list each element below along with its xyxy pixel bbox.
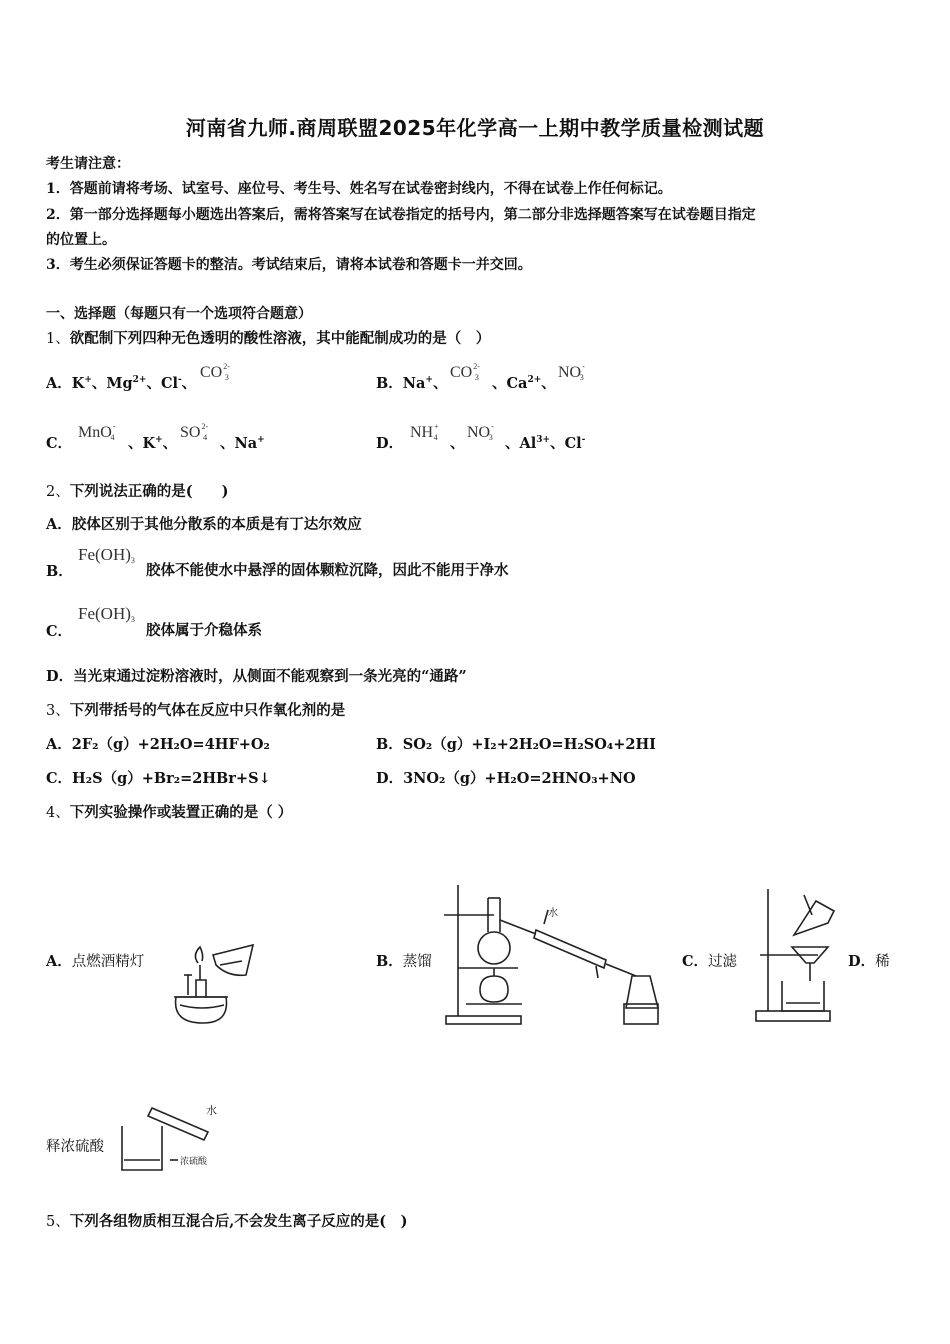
separator: 、 [492,375,507,392]
water-label: 水 [206,1104,217,1117]
option-label: D． [848,953,876,970]
section-heading: 一、选择题（每题只有一个选项符合题意） [46,306,312,322]
question-number: 3、 [46,703,70,719]
ion-nitrate: NO-3 [558,362,585,382]
charge: + [155,435,163,445]
option-text: 蒸馏 [402,954,432,970]
q3-option-c[interactable]: C．H₂S（g）+Br₂=2HBr+S↓ [46,770,271,787]
ion-nitrate: NO-3 [467,422,494,442]
q3-option-a[interactable]: A．2F₂（g）+2H₂O=4HF+O₂ [46,736,270,753]
separator: 、 [432,375,448,392]
option-text: 点燃酒精灯 [71,954,145,970]
option-label: C． [46,435,73,452]
ion-sulfate: $SO^{2-}4$ [180,422,209,442]
charge: - [178,375,182,385]
q1-option-d[interactable] [376,432,403,453]
page-title: 河南省九师.商周联盟2025年化学高一上期中教学质量检测试题 [185,116,765,140]
option-label: A． [46,375,72,392]
q4-option-b[interactable] [376,950,432,971]
separator: 、 [91,375,107,392]
separator: 、 [550,435,565,452]
ion-k: K [71,375,85,392]
charge: 2+ [527,375,542,385]
q2-option-c-label[interactable]: C． [46,623,73,640]
ion-na: Na [234,435,258,452]
ion-ammonium: NH+4 [410,422,439,442]
charge: 3+ [536,435,551,445]
question-number: 1、 [46,331,70,347]
ion-cl: Cl [564,435,582,452]
figure-alcohol-lamp [158,935,258,1030]
option-label: C． [682,953,709,970]
charge: + [257,435,265,445]
q1-option-c-cont [128,432,177,453]
separator: 、 [146,375,161,392]
q2-option-c-text: 胶体属于介稳体系 [146,622,262,639]
formula-iron-hydroxide: Fe(OH)3 [78,604,135,624]
question-5 [46,1210,408,1231]
formula-iron-hydroxide: Fe(OH)3 [78,545,135,565]
notice-item-1: 1．答题前请将考场、试室号、座位号、考生号、姓名写在试卷密封线内，不得在试卷上作任何标记。 [46,181,672,197]
question-stem: 下列各组物质相互混合后,不会发生离子反应的是( ) [69,1213,408,1230]
water-label: 水 [548,908,558,919]
separator: 、 [162,435,178,452]
separator: 、 [128,435,143,452]
figure-dilution [118,1100,228,1175]
q3-option-b[interactable]: B．SO₂（g）+I₂+2H₂O=H₂SO₄+2HI [376,736,656,753]
question-stem: 下列说法正确的是( ) [69,483,229,500]
separator: 、 [541,375,556,392]
separator: 、 [220,435,235,452]
question-3 [46,699,345,720]
separator: 、 [505,435,520,452]
q1-option-d-cont [505,432,585,453]
notice-heading: 考生请注意： [46,156,130,172]
ion-cl: Cl [160,375,178,392]
q4-option-c[interactable] [682,950,737,971]
q1-option-c[interactable] [46,432,72,453]
option-label: B． [376,375,403,392]
q4-option-d[interactable] [848,950,890,971]
option-label: D． [376,435,404,452]
notice-item-2: 2．第一部分选择题每小题选出答案后，需将答案写在试卷指定的括号内，第二部分非选择题答案写在试卷题目指定 [46,207,756,223]
question-1 [46,327,490,348]
charge: + [84,375,92,385]
q2-option-b-label[interactable]: B． [46,563,73,580]
question-2 [46,480,228,501]
q1-option-c-end [220,432,265,453]
ion-carbonate: $CO^{2-}3$ [450,362,480,382]
option-text: 过滤 [708,954,738,970]
q2-option-b-text: 胶体不能使水中悬浮的固体颗粒沉降，因此不能用于净水 [146,562,509,579]
ion-k: K [142,435,156,452]
question-stem: 下列实验操作或装置正确的是（ ） [69,804,293,821]
charge: 2+ [132,375,147,385]
notice-item-2-cont: 的位置上。 [46,232,116,248]
question-stem: 下列带括号的气体在反应中只作氧化剂的是 [69,702,346,719]
ion-al: Al [519,435,537,452]
q2-option-d[interactable]: D．当光束通过淀粉溶液时，从侧面不能观察到一条光亮的“通路” [46,668,467,685]
figure-distillation [436,880,661,1028]
question-number: 2、 [46,484,70,500]
separator: 、 [450,435,465,452]
q4-option-a[interactable] [46,950,144,971]
acid-label: 浓硫酸 [180,1157,208,1167]
option-label: A． [46,953,72,970]
charge: - [581,435,586,445]
notice-item-3: 3．考生必须保证答题卡的整洁。考试结束后，请将本试卷和答题卡一并交回。 [46,257,532,273]
option-label: B． [376,953,403,970]
ion-ca: Ca [506,375,528,392]
q4-option-d-cont: 释浓硫酸 [46,1139,104,1155]
charge: + [425,375,433,385]
ion-carbonate: $CO^{2-}3$ [200,362,230,382]
ion-mg: Mg [106,375,133,392]
figure-filtration [752,885,837,1025]
question-number: 5、 [46,1214,70,1230]
separator: 、 [181,375,197,392]
q1-option-a[interactable] [46,372,196,393]
q1-option-b-cont [492,372,556,393]
q1-option-b[interactable] [376,372,447,393]
ion-na: Na [402,375,426,392]
option-text: 稀 [875,954,890,970]
q2-option-a[interactable]: A．胶体区别于其他分散系的本质是有丁达尔效应 [46,516,362,533]
ion-permanganate: MnO-4 [78,422,116,442]
question-number: 4、 [46,805,70,821]
question-stem: 欲配制下列四种无色透明的酸性溶液，其中能配制成功的是（ ） [69,330,491,347]
q3-option-d[interactable]: D．3NO₂（g）+H₂O=2HNO₃+NO [376,770,636,787]
question-4 [46,801,292,822]
